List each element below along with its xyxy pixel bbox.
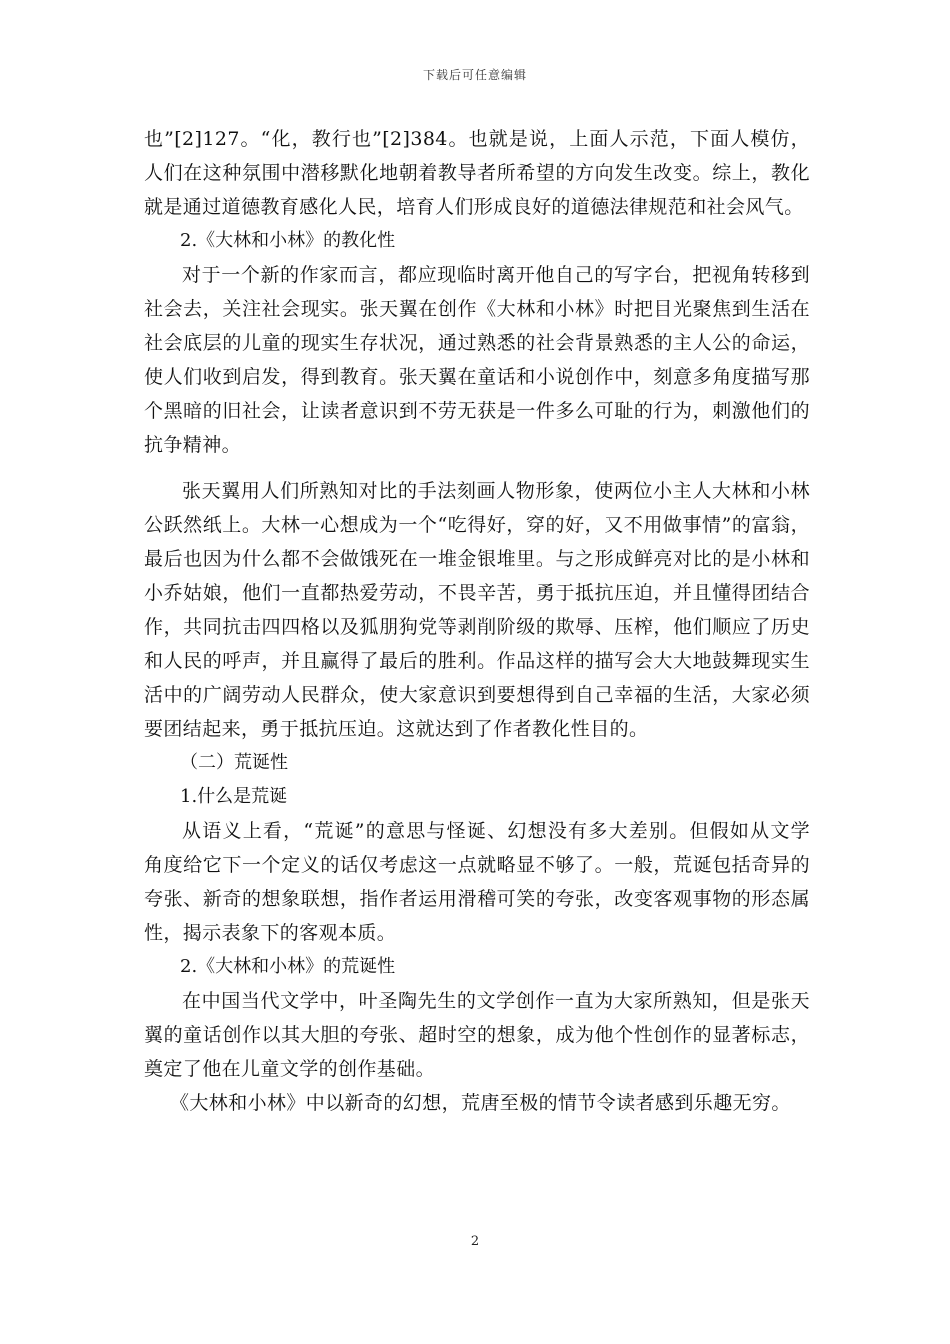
subsection-heading: 1.什么是荒诞 <box>180 786 288 807</box>
paragraph-line: 翼的童话创作以其大胆的夸张、超时空的想象，成为他个性创作的显著标志， <box>144 1024 810 1046</box>
paragraph-line: 社会底层的儿童的现实生存状况，通过熟悉的社会背景熟悉的主人公的命运， <box>144 332 810 354</box>
paragraph-line: 从语义上看，“荒诞”的意思与怪诞、幻想没有多大差别。但假如从文学 <box>182 820 810 842</box>
paragraph-line: 在中国当代文学中，叶圣陶先生的文学创作一直为大家所熟知，但是张天 <box>182 990 810 1012</box>
paragraph-line: 《大林和小林》中以新奇的幻想，荒唐至极的情节令读者感到乐趣无穷。 <box>170 1092 791 1114</box>
paragraph <box>144 984 810 1086</box>
paragraph <box>144 122 810 224</box>
paragraph-line: 夸张、新奇的想象联想，指作者运用滑稽可笑的夸张，改变客观事物的形态属 <box>144 888 810 910</box>
paragraph-line: 就是通过道德教育感化人民，培育人们形成良好的道德法律规范和社会风气。 <box>144 196 804 218</box>
paragraph-line: 小乔姑娘，他们一直都热爱劳动，不畏辛苦，勇于抵抗压迫，并且懂得团结合 <box>144 582 810 604</box>
paragraph-line: 奠定了他在儿童文学的创作基础。 <box>144 1058 436 1080</box>
document-body <box>144 122 810 1120</box>
paragraph-line: 和人民的呼声，并且赢得了最后的胜利。作品这样的描写会大大地鼓舞现实生 <box>144 650 810 672</box>
paragraph-line: 抗争精神。 <box>144 434 242 456</box>
paragraph-line: 要团结起来，勇于抵抗压迫。这就达到了作者教化性目的。 <box>144 718 649 740</box>
paragraph-line: 人们在这种氛围中潜移默化地朝着教导者所希望的方向发生改变。综上，教化 <box>144 162 810 184</box>
paragraph-line: 也”[2]127。“化，教行也”[2]384。也就是说，上面人示范，下面人模仿， <box>144 128 810 150</box>
paragraph-line: 最后也因为什么都不会做饿死在一堆金银堆里。与之形成鲜亮对比的是小林和 <box>144 548 810 570</box>
paragraph-line: 张天翼用人们所熟知对比的手法刻画人物形象，使两位小主人大林和小林 <box>182 480 810 502</box>
paragraph <box>144 474 810 746</box>
paragraph <box>144 1086 810 1120</box>
subsection-heading: 2.《大林和小林》的荒诞性 <box>180 956 396 977</box>
paragraph-line: 性，揭示表象下的客观本质。 <box>144 922 397 944</box>
paragraph-line: 个黑暗的旧社会，让读者意识到不劳无获是一件多么可耻的行为，刺激他们的 <box>144 400 810 422</box>
page-header: 下载后可任意编辑 <box>422 68 527 82</box>
page-number: 2 <box>470 1234 480 1249</box>
paragraph-line: 社会去，关注社会现实。张天翼在创作《大林和小林》时把目光聚焦到生活在 <box>144 298 810 320</box>
paragraph-line: 对于一个新的作家而言，都应现临时离开他自己的写字台，把视角转移到 <box>182 264 810 286</box>
paragraph <box>144 814 810 950</box>
paragraph <box>144 258 810 462</box>
paragraph-line: 角度给它下一个定义的话仅考虑这一点就略显不够了。一般，荒诞包括奇异的 <box>144 854 810 876</box>
paragraph-line: 公跃然纸上。大林一心想成为一个“吃得好，穿的好，又不用做事情”的富翁， <box>144 514 810 536</box>
section-heading: 2.《大林和小林》的教化性 <box>180 230 396 251</box>
paragraph-line: 作，共同抗击四四格以及狐朋狗党等剥削阶级的欺辱、压榨，他们顺应了历史 <box>144 616 810 638</box>
section-heading: （二）荒诞性 <box>180 752 288 773</box>
paragraph-line: 活中的广阔劳动人民群众，使大家意识到要想得到自己幸福的生活，大家必须 <box>144 684 810 706</box>
paragraph-line: 使人们收到启发，得到教育。张天翼在童话和小说创作中，刻意多角度描写那 <box>144 366 810 388</box>
